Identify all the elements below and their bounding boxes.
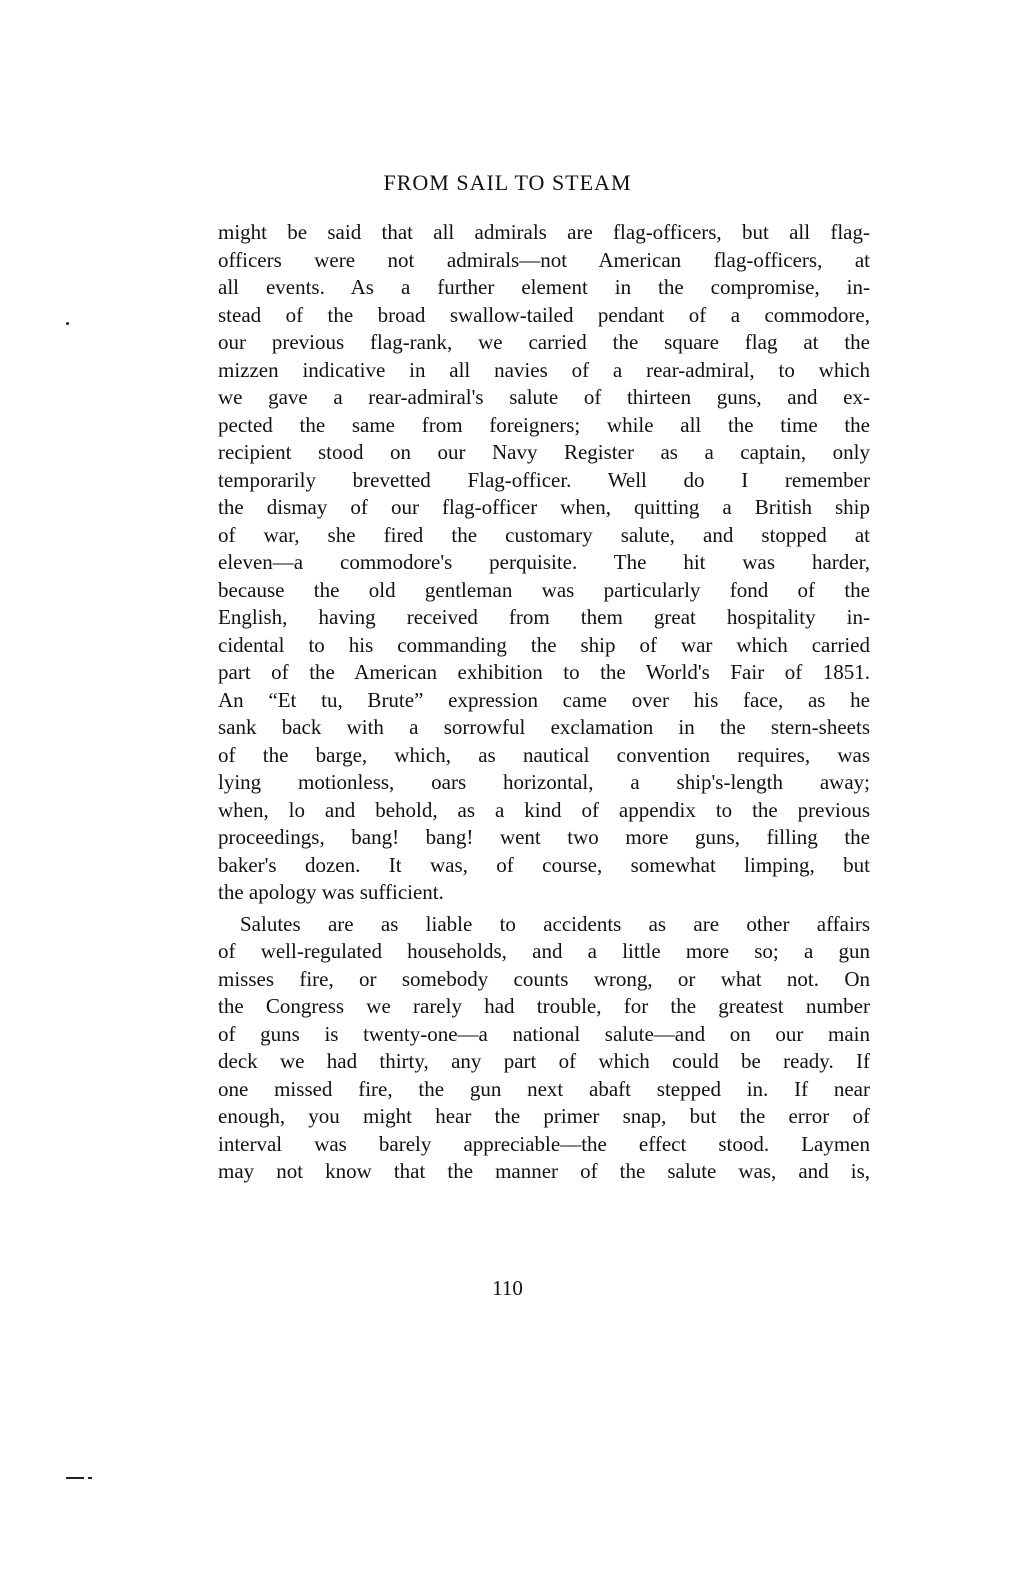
text-line: because the old gentleman was particularly fond of the — [218, 577, 870, 602]
text-line: of the barge, which, as nautical convention requires, was — [218, 742, 870, 767]
margin-speck — [66, 322, 69, 325]
margin-dash-tick — [88, 1477, 92, 1479]
text-line: misses fire, or somebody counts wrong, or what not. On — [218, 966, 870, 991]
text-line: our previous flag-rank, we carried the square flag at the — [218, 330, 870, 354]
paragraph-2 — [218, 911, 870, 1186]
text-line: of well-regulated households, and a little more so; a gun — [218, 939, 870, 963]
text-line: all events. As a further element in the compromise, in- — [218, 275, 870, 299]
text-line: interval was barely appreciable—the effect stood. Laymen — [218, 1131, 870, 1156]
text-line: lying motionless, oars horizontal, a ship's-length away; — [218, 770, 870, 794]
text-line: proceedings, bang! bang! went two more guns, filling the — [218, 825, 870, 849]
text-line: may not know that the manner of the salute was, and is, — [218, 1159, 870, 1183]
text-line: An “Et tu, Brute” expression came over his face, as he — [218, 687, 870, 712]
text-line: the apology was sufficient. — [218, 880, 444, 904]
text-line: of guns is twenty-one—a national salute—and on our main — [218, 1021, 870, 1046]
page-number: 110 — [492, 1276, 523, 1300]
text-line: when, lo and behold, as a kind of appendix to the previous — [218, 797, 870, 822]
text-line: sank back with a sorrowful exclamation in the stern-sheets — [218, 715, 870, 739]
text-line: the dismay of our flag-officer when, quitting a British ship — [218, 495, 870, 519]
text-line: temporarily brevetted Flag-officer. Well do I remember — [218, 467, 870, 492]
text-line: one missed fire, the gun next abaft stepped in. If near — [218, 1076, 870, 1101]
text-line: we gave a rear-admiral's salute of thirteen guns, and ex- — [218, 385, 870, 409]
paragraph-1 — [218, 219, 870, 907]
text-line: eleven—a commodore's perquisite. The hit was harder, — [218, 550, 870, 574]
text-line: part of the American exhibition to the World's Fair of 1851. — [218, 660, 870, 684]
text-line: pected the same from foreigners; while all the time the — [218, 412, 870, 437]
text-line: stead of the broad swallow-tailed pendant of a commodore, — [218, 302, 870, 327]
text-line: officers were not admirals—not American flag-officers, at — [218, 247, 870, 272]
text-line: baker's dozen. It was, of course, somewhat limping, but — [218, 852, 870, 877]
text-line: English, having received from them great hospitality in- — [218, 605, 870, 629]
text-line: of war, she fired the customary salute, and stopped at — [218, 522, 870, 547]
text-line: mizzen indicative in all navies of a rear-admiral, to which — [218, 357, 870, 382]
text-line: the Congress we rarely had trouble, for the greatest number — [218, 994, 870, 1018]
text-line: Salutes are as liable to accidents as are other affairs — [240, 911, 870, 936]
margin-dash-mark — [66, 1477, 84, 1479]
body-text — [218, 219, 870, 1186]
text-line: cidental to his commanding the ship of war which carried — [218, 632, 870, 657]
text-line: enough, you might hear the primer snap, but the error of — [218, 1104, 870, 1128]
text-line: recipient stood on our Navy Register as a captain, only — [218, 440, 870, 464]
text-line: might be said that all admirals are flag-officers, but all flag- — [218, 220, 870, 244]
text-line: deck we had thirty, any part of which could be ready. If — [218, 1049, 870, 1073]
running-head: FROM SAIL TO STEAM — [383, 170, 632, 195]
